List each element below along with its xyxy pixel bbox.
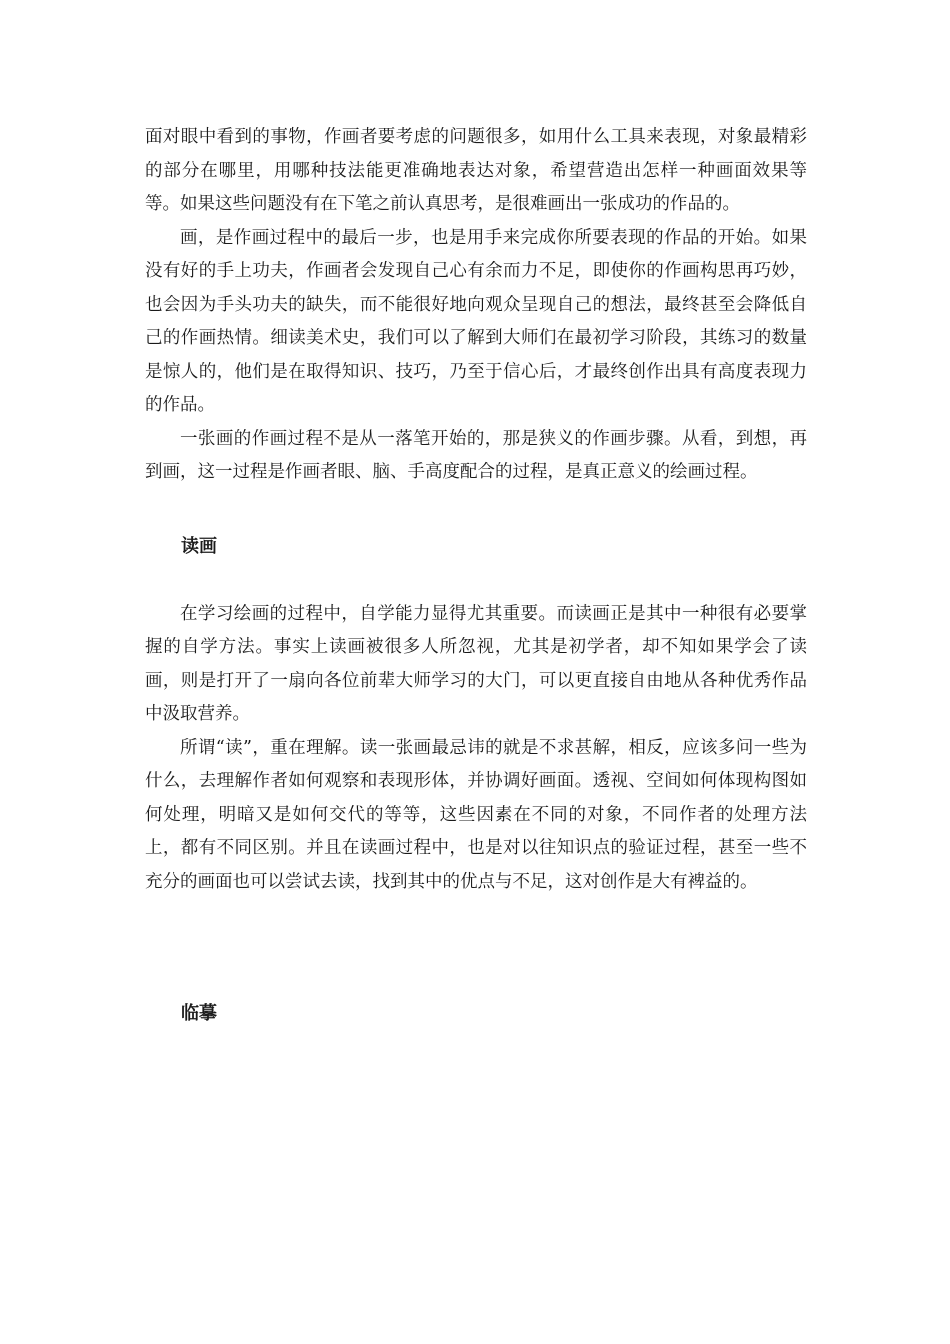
section-heading-reading: 读画 (181, 535, 217, 557)
document-body (145, 121, 807, 1025)
section-heading-copying: 临摹 (181, 1003, 217, 1024)
body-paragraph: 一张画的作画过程不是从一落笔开始的，那是狭义的作画步骤。从看，到想，再到画，这一过程是作画者眼、脑、手高度配合的过程，是真正意义的绘画过程。 (145, 428, 807, 482)
body-paragraph: 面对眼中看到的事物，作画者要考虑的问题很多，如用什么工具来表现，对象最精彩的部分在哪里，用哪种技法能更准确地表达对象，希望营造出怎样一种画面效果等等。如果这些问题没有在下笔之前认真思考，是很难画出一张成功的作品的。 (145, 127, 807, 214)
body-paragraph: 所谓“读”，重在理解。读一张画最忌讳的就是不求甚解，相反，应该多问一些为什么，去理解作者如何观察和表现形体，并协调好画面。透视、空间如何体现构图如何处理，明暗又是如何交代的等等，这些因素在不同的对象，不同作者的处理方法上，都有不同区别。并且在读画过程中，也是对以往知识点的验证过程，甚至一些不充分的画面也可以尝试去读，找到其中的优点与不足，这对创作是大有裨益的。 (145, 737, 807, 892)
body-paragraph: 在学习绘画的过程中，自学能力显得尤其重要。而读画正是其中一种很有必要掌握的自学方法。事实上读画被很多人所忽视，尤其是初学者，却不知如果学会了读画，则是打开了一扇向各位前辈大师学习的大门，可以更直接自由地从各种优秀作品中汲取营养。 (145, 603, 807, 724)
body-paragraph: 画，是作画过程中的最后一步，也是用手来完成你所要表现的作品的开始。如果没有好的手上功夫，作画者会发现自己心有余而力不足，即使你的作画构思再巧妙，也会因为手头功夫的缺失，而不能很好地向观众呈现自己的想法，最终甚至会降低自己的作画热情。细读美术史，我们可以了解到大师们在最初学习阶段，其练习的数量是惊人的，他们是在取得知识、技巧，乃至于信心后，才最终创作出具有高度表现力的作品。 (145, 227, 807, 415)
